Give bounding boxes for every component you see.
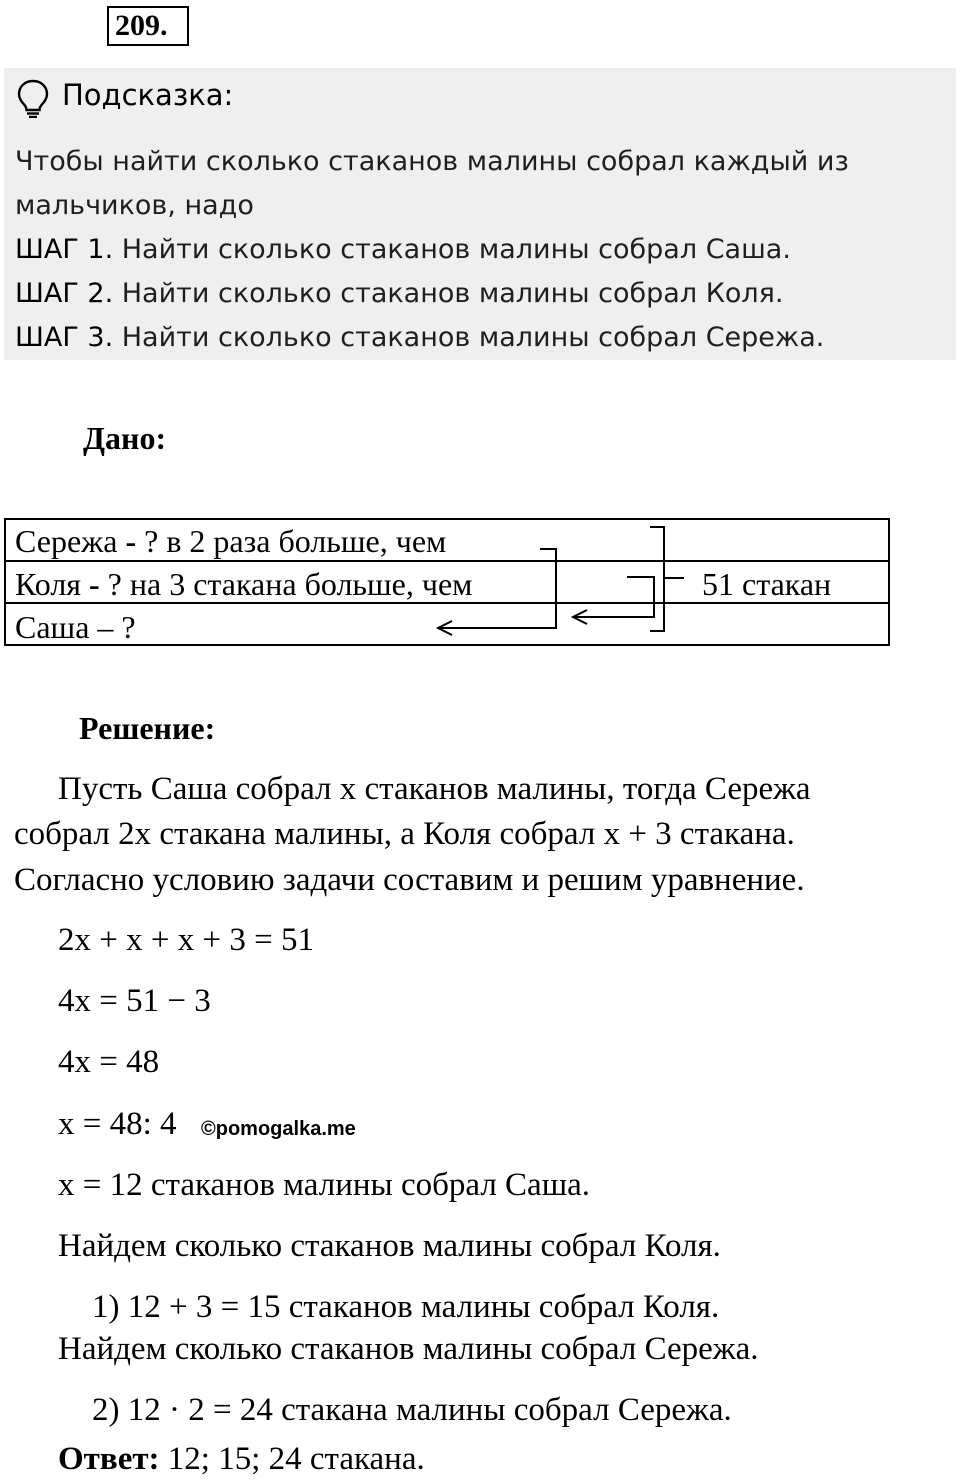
- row-dash: -: [117, 523, 137, 559]
- answer-line: [58, 1441, 425, 1478]
- step-text: Найти сколько стаканов малины собрал Саша.: [113, 234, 791, 265]
- hint-intro-line-1: Чтобы найти сколько стаканов малины собрал каждый из: [15, 146, 849, 177]
- answer-label: Ответ:: [58, 1441, 160, 1477]
- row-name: Сережа: [15, 523, 118, 559]
- row-text: ? в 2 раза больше, чем: [136, 523, 447, 559]
- step-label: ШАГ 1.: [15, 234, 114, 265]
- equation-4: x = 48: 4: [58, 1106, 177, 1142]
- total-brace: [650, 527, 664, 631]
- relation-arrows: [0, 0, 960, 700]
- row-text: – ?: [89, 609, 136, 645]
- row-dash: -: [81, 566, 100, 602]
- watermark: ©pomogalka.me: [201, 1118, 356, 1140]
- equation-2: 4x = 51 − 3: [58, 983, 211, 1019]
- find-serezha-line: Найдем сколько стаканов малины собрал Сережа.: [58, 1331, 759, 1367]
- solution-paragraph-line-3: Согласно условию задачи составим и решим уравнение.: [14, 862, 805, 898]
- total-label: 51 стакан: [702, 566, 832, 602]
- equation-5: x = 12 стаканов малины собрал Саша.: [58, 1167, 591, 1203]
- solution-paragraph-line-1: Пусть Саша собрал x стаканов малины, тогда Сережа: [58, 771, 811, 807]
- given-heading: Дано:: [83, 420, 167, 456]
- serezha-to-sasha-arrow: [440, 549, 556, 628]
- row-name: Саша: [15, 609, 90, 645]
- step-label: ШАГ 2.: [15, 278, 114, 309]
- row-text: ? на 3 стакана больше, чем: [99, 566, 473, 602]
- hint-title: Подсказка:: [62, 78, 234, 112]
- step-label: ШАГ 3.: [15, 322, 114, 353]
- step-text: Найти сколько стаканов малины собрал Сережа.: [113, 322, 825, 353]
- solution-step-2: 2) 12 · 2 = 24 стакана малины собрал Сережа.: [92, 1392, 732, 1428]
- answer-text: 12; 15; 24 стакана.: [159, 1441, 425, 1477]
- hint-intro-line-2: мальчиков, надо: [15, 190, 254, 221]
- find-kolya-line: Найдем сколько стаканов малины собрал Коля.: [58, 1228, 721, 1264]
- task-number: 209.: [107, 6, 189, 46]
- step-text: Найти сколько стаканов малины собрал Коля.: [113, 278, 784, 309]
- equation-1: 2x + x + x + 3 = 51: [58, 922, 314, 958]
- solution-step-1: 1) 12 + 3 = 15 стаканов малины собрал Коля.: [92, 1289, 720, 1325]
- row-name: Коля: [15, 566, 82, 602]
- equation-3: 4x = 48: [58, 1044, 160, 1080]
- solution-heading: Решение:: [79, 710, 216, 746]
- solution-paragraph-line-2: собрал 2x стакана малины, а Коля собрал x + 3 стакана.: [14, 816, 795, 852]
